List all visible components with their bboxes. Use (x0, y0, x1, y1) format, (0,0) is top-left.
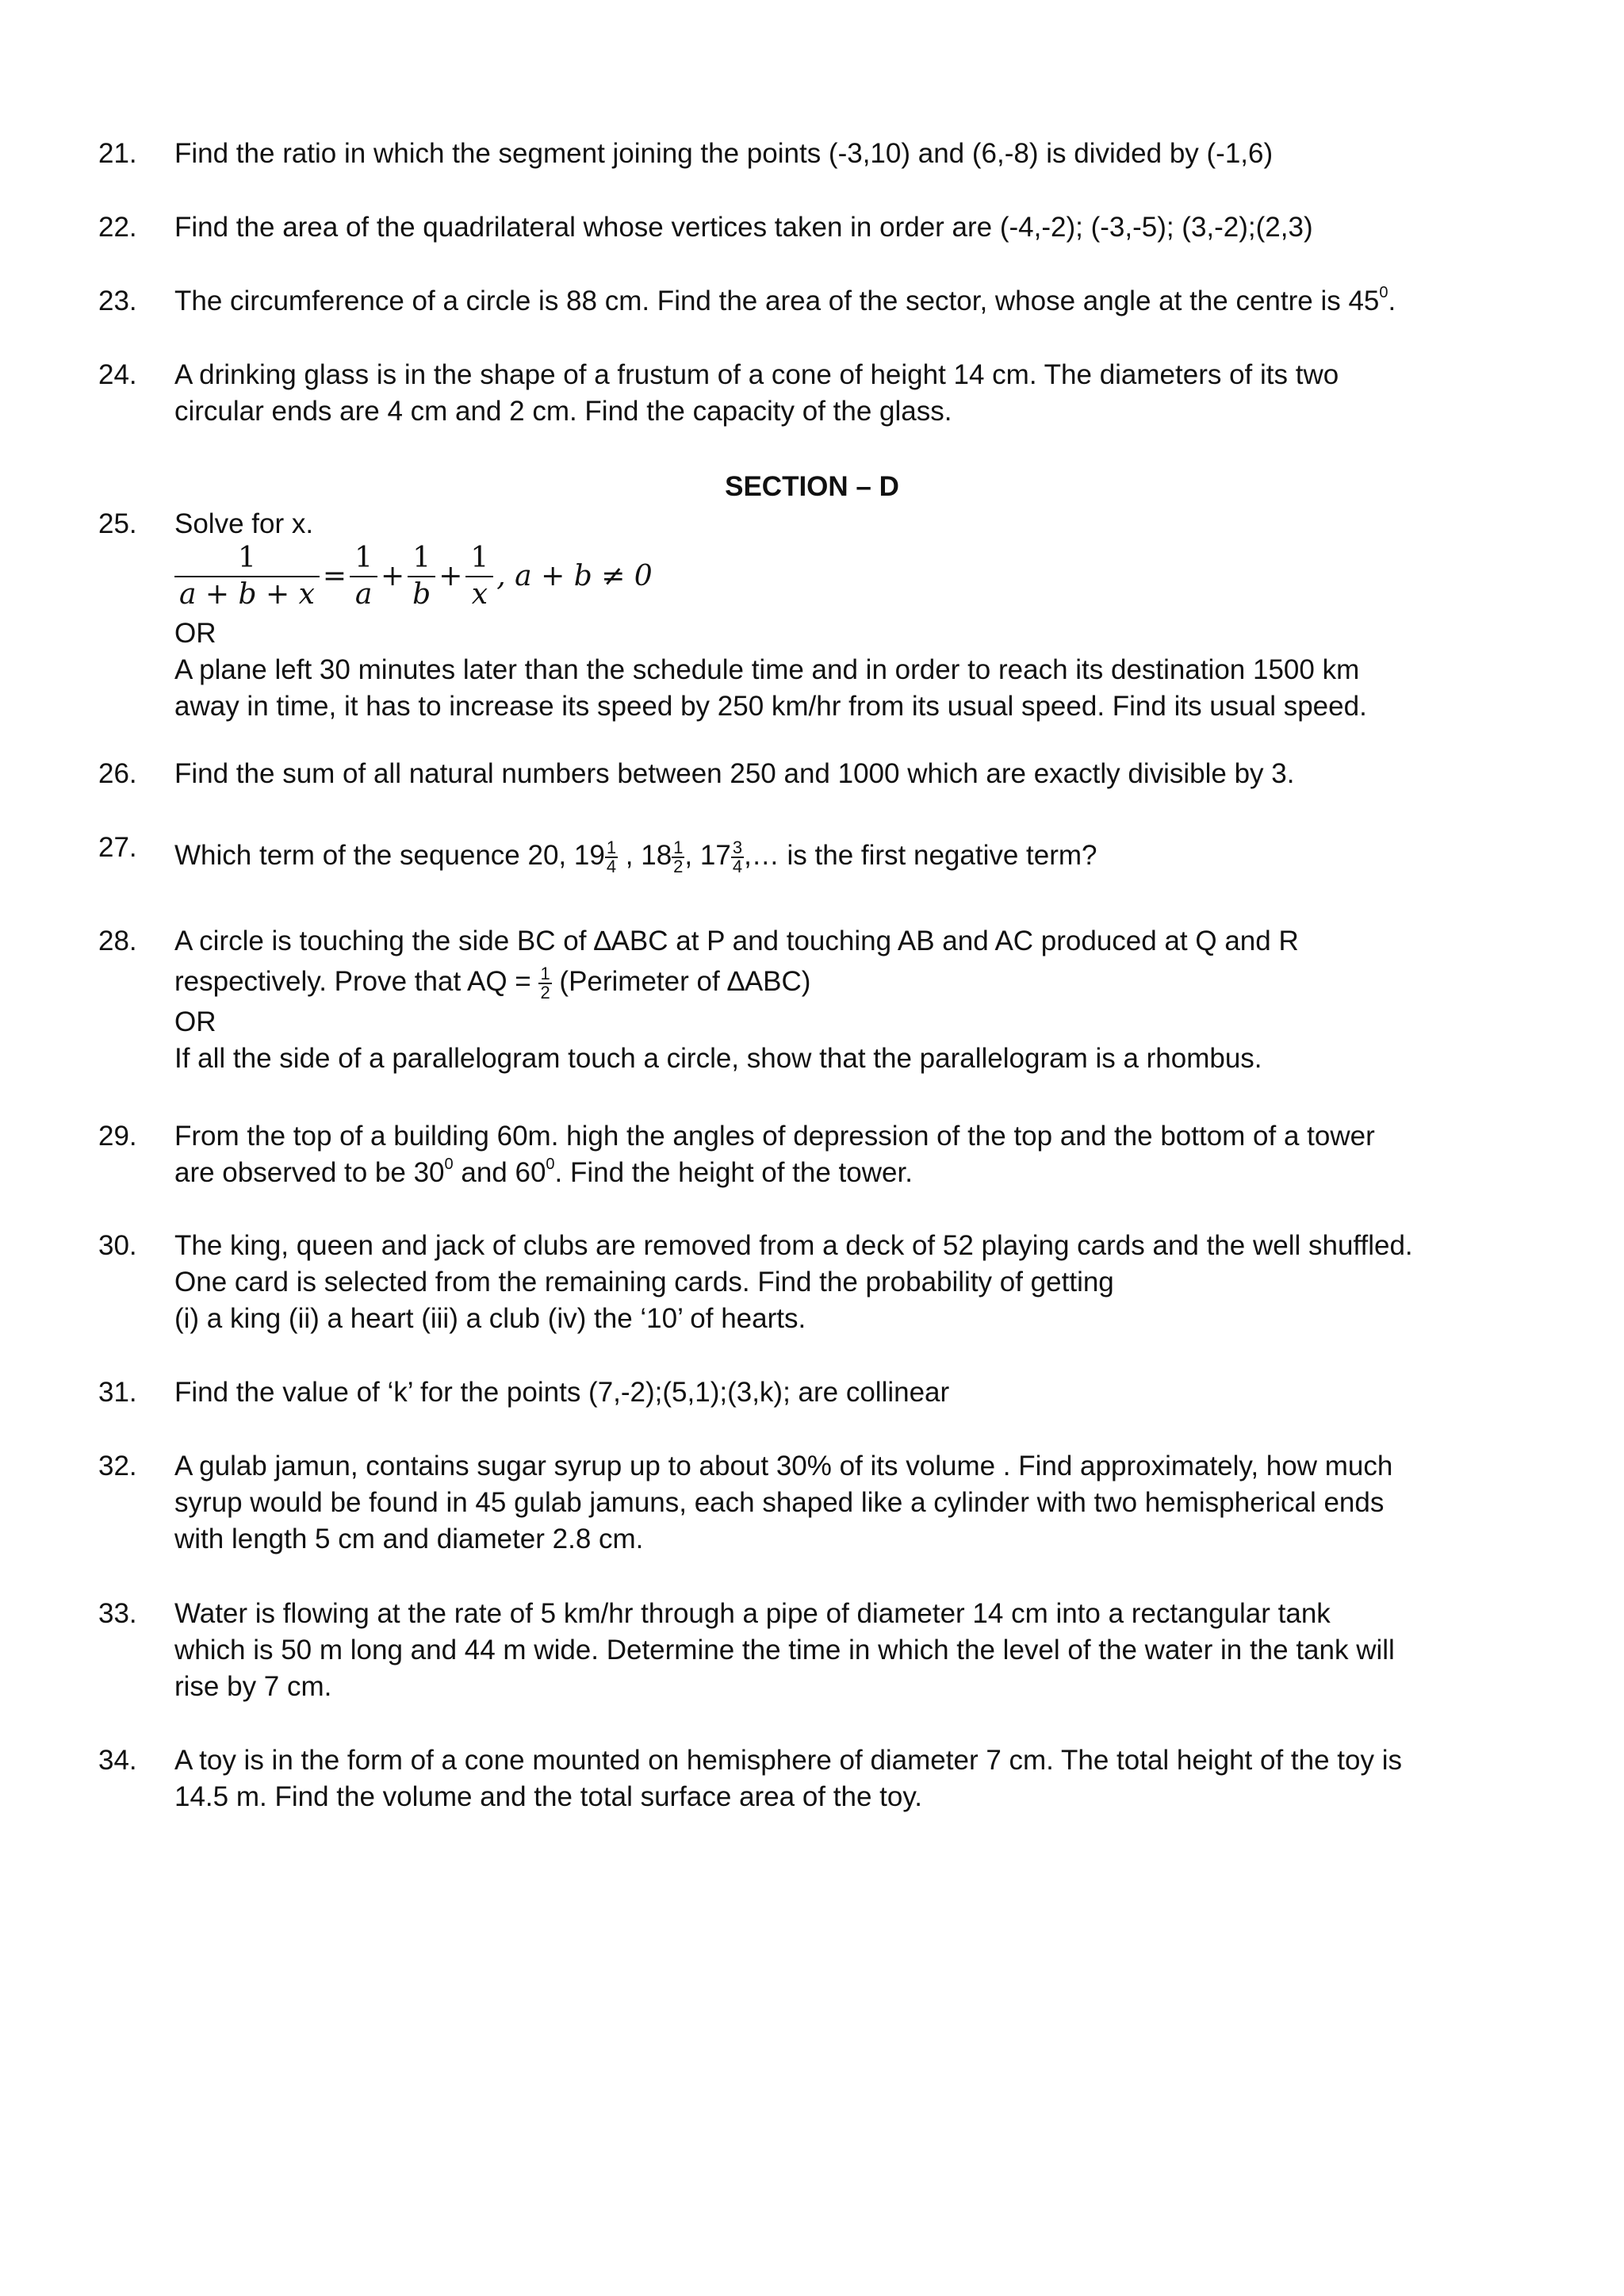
question-number: 24. (98, 359, 137, 390)
question-text: ,… is the first negative term? (744, 840, 1097, 871)
question-text: Which term of the sequence 20, 19 (174, 840, 605, 871)
question-number: 31. (98, 1377, 137, 1408)
term2-denominator: b (412, 578, 431, 611)
fraction-denominator: 4 (606, 856, 617, 876)
question-intro: Solve for x. (174, 508, 314, 539)
question-text-line-1: A gulab jamun, contains sugar syrup up to about 30% of its volume . Find approximately, how much (174, 1451, 1393, 1481)
question-number: 33. (98, 1598, 137, 1629)
alt-question-line-2: away in time, it has to increase its speed by 250 km/hr from its usual speed. Find its usual speed. (174, 691, 1367, 722)
alt-question: If all the side of a parallelogram touch a circle, show that the parallelogram is a rhombus. (174, 1043, 1262, 1074)
question-text-line-1: A toy is in the form of a cone mounted on hemisphere of diameter 7 cm. The total height of the toy is (174, 1745, 1402, 1776)
degree-superscript: 0 (1379, 284, 1388, 301)
question-text-line-2: 14.5 m. Find the volume and the total surface area of the toy. (174, 1781, 922, 1812)
term1-denominator: a (354, 578, 373, 611)
question-number: 32. (98, 1451, 137, 1481)
question-text-line-3: rise by 7 cm. (174, 1671, 332, 1702)
lhs-denominator: a + b + x (179, 578, 315, 611)
question-text: , 18 (618, 840, 672, 871)
question-text-line-1: A drinking glass is in the shape of a frustum of a cone of height 14 cm. The diameters of its two (174, 359, 1339, 390)
term3-denominator: x (471, 578, 488, 611)
question-text: Find the area of the quadrilateral whose vertices taken in order are (-4,-2); (-3,-5); (3,-2);(2,3) (174, 212, 1313, 243)
term3-numerator: 1 (465, 542, 493, 577)
question-text-tail: . (1388, 286, 1396, 316)
question-text-line-3: with length 5 cm and diameter 2.8 cm. (174, 1524, 644, 1554)
question-text-line-2: which is 50 m long and 44 m wide. Determine the time in which the level of the water in the tank will (174, 1635, 1395, 1665)
question-text-line-1: A circle is touching the side BC of ∆ABC at P and touching AB and AC produced at Q and R (174, 926, 1299, 956)
question-text-line-2: are observed to be 30 (174, 1157, 445, 1188)
question-text-line-1: From the top of a building 60m. high the angles of depression of the top and the bottom of a tower (174, 1121, 1375, 1152)
question-text-line-2: circular ends are 4 cm and 2 cm. Find the capacity of the glass. (174, 396, 952, 427)
question-number: 21. (98, 138, 137, 169)
or-label: OR (174, 1006, 216, 1037)
fraction-denominator: 2 (540, 982, 550, 1002)
question-text: Find the ratio in which the segment joining the points (-3,10) and (6,-8) is divided by (-1,6) (174, 138, 1274, 169)
term2-numerator: 1 (408, 542, 435, 577)
question-text-line-2: One card is selected from the remaining cards. Find the probability of getting (174, 1267, 1114, 1297)
fraction-denominator: 2 (673, 856, 684, 876)
question-text-line-2: respectively. Prove that AQ = (174, 966, 539, 997)
question-number: 29. (98, 1121, 137, 1152)
lhs-numerator: 1 (174, 542, 320, 577)
degree-superscript: 0 (546, 1156, 555, 1173)
question-number: 26. (98, 758, 137, 789)
question-text: and 60 (453, 1157, 546, 1188)
equation (174, 542, 1443, 615)
section-title: SECTION – D (725, 471, 899, 502)
question-number: 27. (98, 832, 137, 863)
alt-question-line-1: A plane left 30 minutes later than the schedule time and in order to reach its destination 1500 km (174, 654, 1360, 685)
question-text-line-2: syrup would be found in 45 gulab jamuns, each shaped like a cylinder with two hemispherical ends (174, 1487, 1385, 1518)
or-label: OR (174, 618, 216, 649)
plus-sign: + (439, 560, 463, 592)
fraction-numerator: 1 (606, 837, 617, 857)
fraction-denominator: 4 (732, 856, 743, 876)
question-text: The circumference of a circle is 88 cm. Find the area of the sector, whose angle at the centre is 45 (174, 286, 1380, 316)
degree-superscript: 0 (444, 1156, 454, 1173)
equation-condition: , a + b ≠ 0 (496, 560, 653, 592)
question-number: 34. (98, 1745, 137, 1776)
question-text: Find the sum of all natural numbers between 250 and 1000 which are exactly divisible by 3. (174, 758, 1295, 789)
fraction-numerator: 3 (732, 837, 743, 857)
question-text: Find the value of ‘k’ for the points (7,-2);(5,1);(3,k); are collinear (174, 1377, 950, 1408)
fraction-numerator: 1 (673, 837, 684, 857)
equals-sign: = (322, 560, 347, 592)
question-text-line-3: (i) a king (ii) a heart (iii) a club (iv) the ‘10’ of hearts. (174, 1303, 806, 1334)
question-text-line-1: Water is flowing at the rate of 5 km/hr through a pipe of diameter 14 cm into a rectangular tank (174, 1598, 1331, 1629)
question-text: . Find the height of the tower. (554, 1157, 913, 1188)
question-number: 28. (98, 926, 137, 956)
term1-numerator: 1 (350, 542, 377, 577)
plus-sign: + (381, 560, 405, 592)
question-number: 23. (98, 286, 137, 316)
question-number: 30. (98, 1230, 137, 1261)
question-text: , 17 (684, 840, 731, 871)
question-text-line-1: The king, queen and jack of clubs are removed from a deck of 52 playing cards and the well shuffled. (174, 1230, 1413, 1261)
question-number: 22. (98, 212, 137, 243)
question-text-tail: (Perimeter of ∆ABC) (551, 966, 811, 997)
fraction-numerator: 1 (540, 963, 550, 983)
question-number: 25. (98, 508, 137, 539)
